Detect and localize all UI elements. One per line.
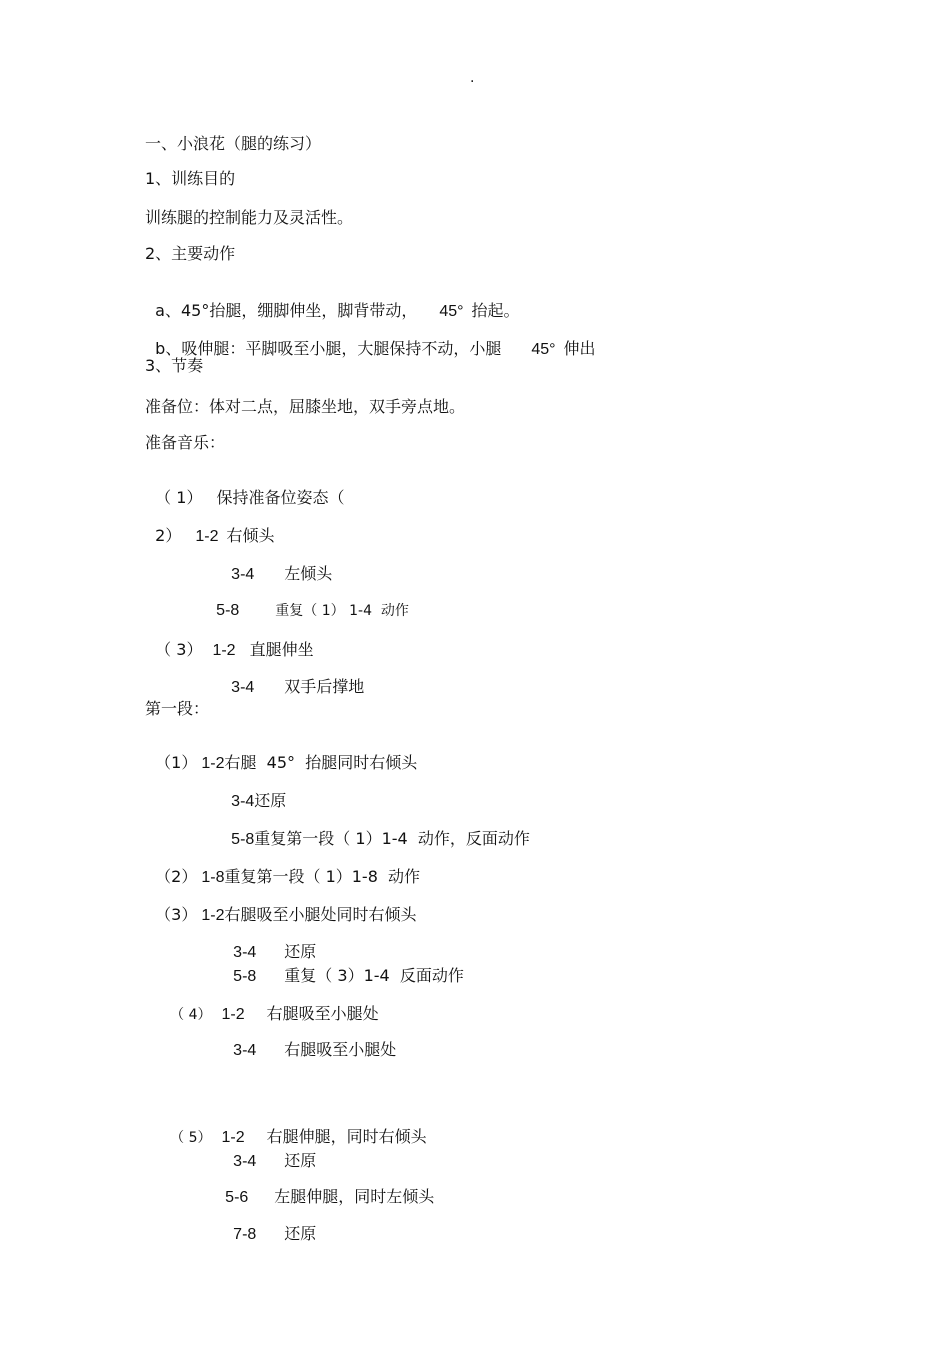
step-text: 重复第一段（ 1）1-4 动作，反面动作 <box>254 829 530 848</box>
prep-step-2-row <box>206 580 409 621</box>
count: 5-8 <box>233 968 257 985</box>
count: 1-2 <box>201 907 225 924</box>
prep-step-1-label: （ 1） <box>155 488 203 507</box>
step-text: 右腿吸至小腿处同时右倾头 <box>224 905 417 924</box>
count: 1-8 <box>201 869 225 886</box>
count: 1-2 <box>201 755 225 772</box>
step-text: 还原 <box>254 791 287 810</box>
count: 3-4 <box>231 793 255 810</box>
step-text: 左腿伸腿，同时左倾头 <box>274 1187 435 1206</box>
action-b-angle: 45° <box>531 341 556 358</box>
action-a-suffix: 抬起。 <box>471 301 520 320</box>
part1-step-3-label: （3） <box>155 905 198 924</box>
count: 3-4 <box>233 944 257 961</box>
section-title: 一、小浪花（腿的练习） <box>145 134 322 153</box>
prep-step-1 <box>145 468 344 508</box>
header-mark: . <box>470 70 475 86</box>
part1-step-3-row <box>223 946 464 987</box>
ready-music: 准备音乐： <box>145 433 226 452</box>
prep-step-3-label: （ 3） <box>155 640 203 659</box>
count: 5-8 <box>231 831 255 848</box>
part1-step-1 <box>145 733 417 774</box>
step-text: 右腿 45° 抬腿同时右倾头 <box>224 753 418 772</box>
ready-position: 准备位：体对二点，屈膝坐地，双手旁点地。 <box>145 397 466 416</box>
heading-rhythm: 3、节奏 <box>145 356 204 375</box>
part1-step-2-label: （2） <box>155 867 198 886</box>
prep-step-2 <box>145 506 275 547</box>
count: 3-4 <box>231 566 255 583</box>
step-text: 右腿吸至小腿处 <box>284 1040 397 1059</box>
part1-step-4-row <box>223 1020 396 1061</box>
prep-step-3-row <box>221 657 364 698</box>
part1-step-3 <box>145 885 417 926</box>
count: 1-2 <box>221 1129 245 1146</box>
prep-step-1-text: 保持准备位姿态（ <box>216 488 345 507</box>
step-text: 还原 <box>284 942 317 961</box>
part1-step-1-label: （1） <box>155 753 198 772</box>
step-text: 右倾头 <box>226 526 275 545</box>
action-a <box>145 281 520 322</box>
step-text: 右腿伸腿，同时右倾头 <box>266 1127 427 1146</box>
step-text: 重复（ 1） 1-4 动作 <box>275 603 409 619</box>
count: 7-8 <box>233 1226 257 1243</box>
step-text: 右腿吸至小腿处 <box>266 1004 379 1023</box>
count: 5-8 <box>216 602 240 619</box>
count: 3-4 <box>233 1153 257 1170</box>
step-text: 重复第一段（ 1）1-8 动作 <box>224 867 421 886</box>
part1-step-4-label: （ 4） <box>170 1007 212 1023</box>
part1-step-2 <box>145 847 420 888</box>
step-text: 直腿伸坐 <box>249 640 314 659</box>
step-text: 还原 <box>284 1224 317 1243</box>
part1-step-4 <box>160 984 379 1025</box>
action-b-prefix: b、吸伸腿：平脚吸至小腿，大腿保持不动，小腿 <box>155 339 502 358</box>
prep-step-3 <box>145 620 314 661</box>
step-text: 重复（ 3）1-4 反面动作 <box>284 966 464 985</box>
count: 3-4 <box>231 679 255 696</box>
part1-step-5-row <box>223 1131 316 1172</box>
action-b <box>145 319 596 360</box>
heading-main-actions: 2、主要动作 <box>145 244 236 263</box>
count: 1-2 <box>221 1006 245 1023</box>
heading-training-goal: 1、训练目的 <box>145 169 236 188</box>
action-a-prefix: a、45°抬腿，绷脚伸坐，脚背带动， <box>155 301 418 320</box>
prep-step-2-label: 2） <box>155 526 182 545</box>
part1-step-1-row <box>221 809 530 850</box>
part1-step-1-row <box>221 771 286 812</box>
count: 3-4 <box>233 1042 257 1059</box>
count: 1-2 <box>195 528 219 545</box>
part1-step-5-row <box>215 1167 434 1208</box>
count: 5-6 <box>225 1189 249 1206</box>
count: 1-2 <box>212 642 236 659</box>
step-text: 左倾头 <box>284 564 333 583</box>
part1-step-5-label: （ 5） <box>170 1130 212 1146</box>
training-goal-text: 训练腿的控制能力及灵活性。 <box>145 208 354 227</box>
prep-step-2-row <box>221 544 332 585</box>
action-a-angle: 45° <box>439 303 464 320</box>
step-text: 双手后撑地 <box>284 677 365 696</box>
part1-step-5-row <box>223 1204 316 1245</box>
part-one-heading: 第一段： <box>145 699 210 718</box>
step-text: 还原 <box>284 1151 317 1170</box>
action-b-suffix: 伸出 <box>563 339 596 358</box>
